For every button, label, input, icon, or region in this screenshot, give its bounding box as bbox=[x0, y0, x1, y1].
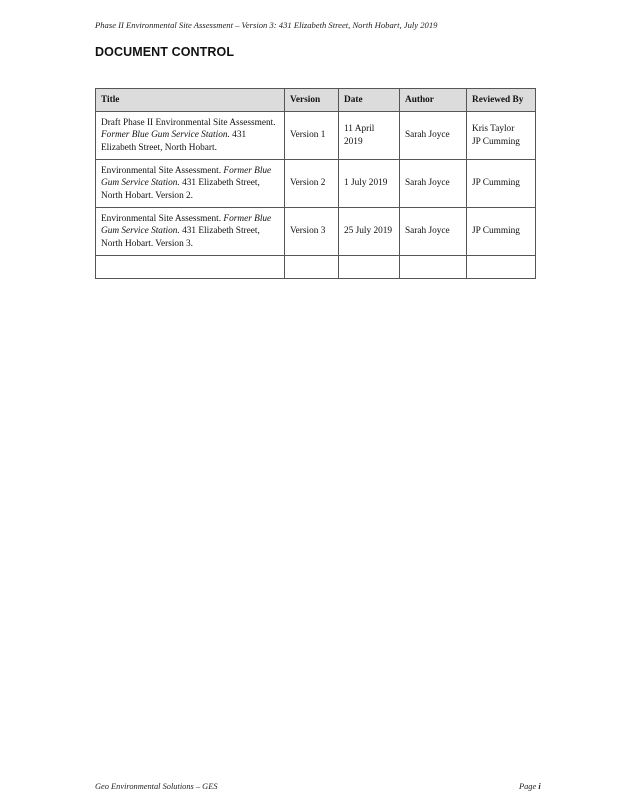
title-address: 431 Elizabeth Street, North Hobart. Version 2. bbox=[101, 178, 260, 201]
table-header-row bbox=[96, 89, 536, 112]
reviewer-name: JP Cumming bbox=[472, 136, 520, 147]
running-header: Phase II Environmental Site Assessment – Version 3: 431 Elizabeth Street, North Hobart, July 2019 bbox=[95, 20, 438, 30]
title-text: Environmental Site Assessment. bbox=[101, 165, 224, 176]
cell-empty bbox=[96, 256, 285, 279]
page-number: i bbox=[538, 782, 541, 791]
cell-reviewed-by bbox=[467, 208, 536, 256]
footer-company: Geo Environmental Solutions – GES bbox=[95, 782, 218, 791]
reviewer-name: Kris Taylor bbox=[472, 123, 515, 134]
cell-empty bbox=[339, 256, 400, 279]
cell-reviewed-by bbox=[467, 160, 536, 208]
page-title: DOCUMENT CONTROL bbox=[95, 45, 235, 59]
page-label: Page bbox=[519, 782, 539, 791]
column-header-reviewed-by: Reviewed By bbox=[467, 89, 536, 112]
reviewer-name: JP Cumming bbox=[472, 178, 520, 189]
cell-author: Sarah Joyce bbox=[400, 160, 467, 208]
title-site-name: Former Blue Gum Service Station. bbox=[101, 213, 272, 237]
column-header-version: Version bbox=[285, 89, 339, 112]
title-text: Environmental Site Assessment. bbox=[101, 213, 224, 224]
cell-version: Version 2 bbox=[285, 160, 339, 208]
title-address: 431 Elizabeth Street, North Hobart. bbox=[101, 130, 247, 153]
cell-title bbox=[96, 208, 285, 256]
cell-version: Version 1 bbox=[285, 112, 339, 160]
column-header-author: Author bbox=[400, 89, 467, 112]
title-site-name: Former Blue Gum Service Station. bbox=[101, 165, 272, 189]
cell-author: Sarah Joyce bbox=[400, 208, 467, 256]
table-row-empty bbox=[96, 256, 536, 279]
cell-date: 25 July 2019 bbox=[339, 208, 400, 256]
cell-title bbox=[96, 112, 285, 160]
cell-date: 11 April 2019 bbox=[339, 112, 400, 160]
cell-reviewed-by bbox=[467, 112, 536, 160]
document-control-table bbox=[95, 88, 536, 279]
cell-title bbox=[96, 160, 285, 208]
cell-date: 1 July 2019 bbox=[339, 160, 400, 208]
reviewer-name: JP Cumming bbox=[472, 226, 520, 237]
table-row bbox=[96, 160, 536, 208]
cell-empty bbox=[400, 256, 467, 279]
column-header-date: Date bbox=[339, 89, 400, 112]
title-site-name: Former Blue Gum Service Station. bbox=[101, 130, 230, 141]
cell-version: Version 3 bbox=[285, 208, 339, 256]
title-address: 431 Elizabeth Street, North Hobart. Version 3. bbox=[101, 226, 260, 249]
cell-author: Sarah Joyce bbox=[400, 112, 467, 160]
footer-page bbox=[519, 782, 541, 791]
cell-empty bbox=[467, 256, 536, 279]
title-text: Draft Phase II Environmental Site Assessment. bbox=[101, 117, 276, 128]
cell-empty bbox=[285, 256, 339, 279]
table-row bbox=[96, 112, 536, 160]
table-row bbox=[96, 208, 536, 256]
column-header-title: Title bbox=[96, 89, 285, 112]
